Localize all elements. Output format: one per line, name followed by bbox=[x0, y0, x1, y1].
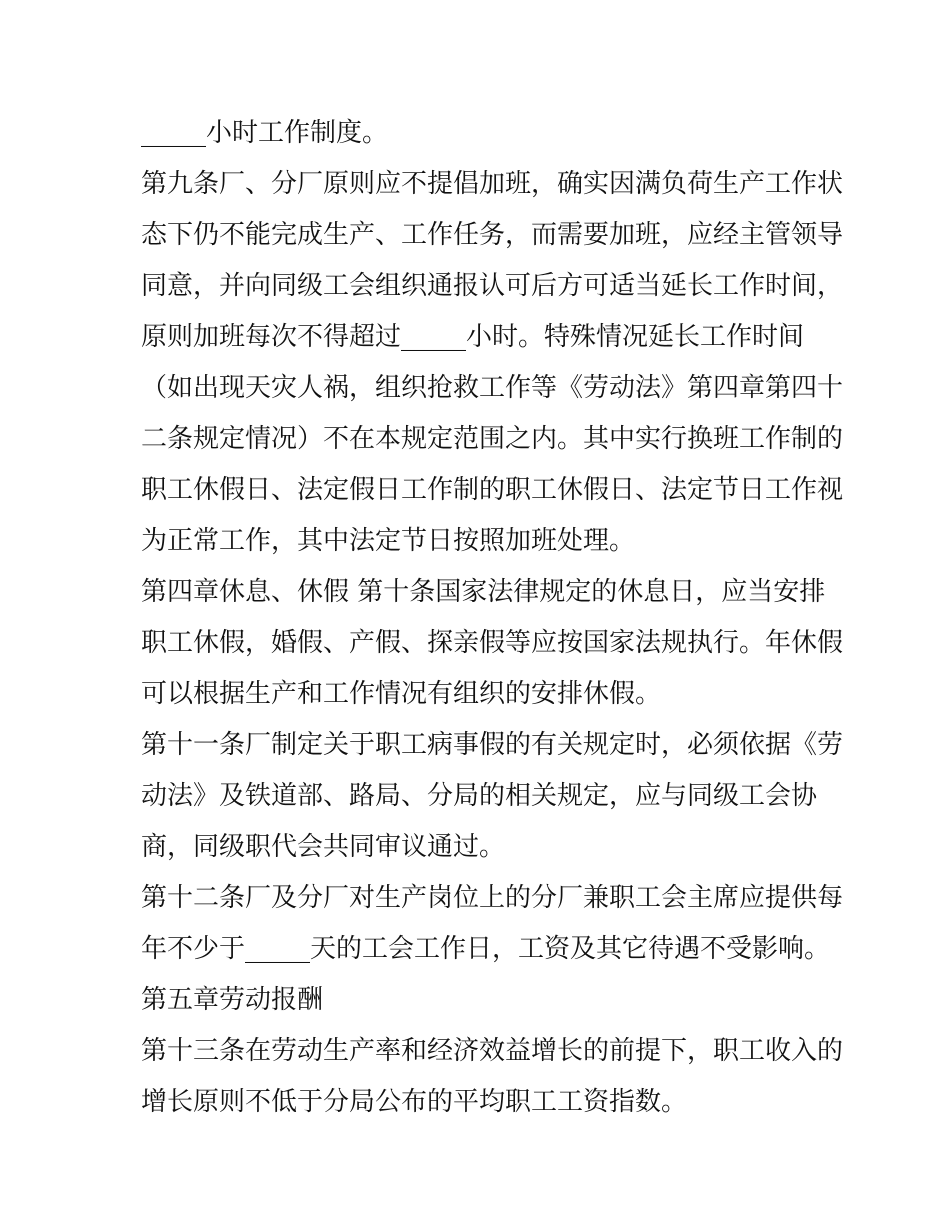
text-line: 第九条厂、分厂原则应不提倡加班，确实因满负荷生产工作状 bbox=[141, 169, 844, 199]
text-line: 年不少于_____天的工会工作日，工资及其它待遇不受影响。 bbox=[141, 934, 831, 964]
text-line: 同意，并向同级工会组织通报认可后方可适当延长工作时间， bbox=[141, 271, 844, 301]
text-line: 第十二条厂及分厂对生产岗位上的分厂兼职工会主席应提供每 bbox=[141, 883, 844, 913]
text-line: 为正常工作，其中法定节日按照加班处理。 bbox=[141, 526, 636, 556]
text-line: 第四章休息、休假 第十条国家法律规定的休息日，应当安排 bbox=[141, 577, 826, 607]
text-line: （如出现天灾人祸，组织抢救工作等《劳动法》第四章第四十 bbox=[141, 373, 844, 403]
text-line: 可以根据生产和工作情况有组织的安排休假。 bbox=[141, 679, 662, 709]
text-line: 动法》及铁道部、路局、分局的相关规定，应与同级工会协 bbox=[141, 781, 818, 811]
text-line: 商，同级职代会共同审议通过。 bbox=[141, 832, 506, 862]
text-line: 二条规定情况）不在本规定范围之内。其中实行换班工作制的 bbox=[141, 424, 844, 454]
text-line: 第十三条在劳动生产率和经济效益增长的前提下，职工收入的 bbox=[141, 1036, 844, 1066]
text-line: 增长原则不低于分局公布的平均职工工资指数。 bbox=[141, 1087, 688, 1117]
text-line: 职工休假，婚假、产假、探亲假等应按国家法规执行。年休假 bbox=[141, 628, 844, 658]
text-line: 职工休假日、法定假日工作制的职工休假日、法定节日工作视 bbox=[141, 475, 844, 505]
text-line: _____小时工作制度。 bbox=[141, 118, 389, 148]
text-line: 原则加班每次不得超过_____小时。特殊情况延长工作时间 bbox=[141, 322, 805, 352]
document-body bbox=[141, 108, 844, 1128]
text-line: 态下仍不能完成生产、工作任务，而需要加班，应经主管领导 bbox=[141, 220, 844, 250]
text-line: 第十一条厂制定关于职工病事假的有关规定时，必须依据《劳 bbox=[141, 730, 844, 760]
text-line: 第五章劳动报酬 bbox=[141, 985, 324, 1015]
